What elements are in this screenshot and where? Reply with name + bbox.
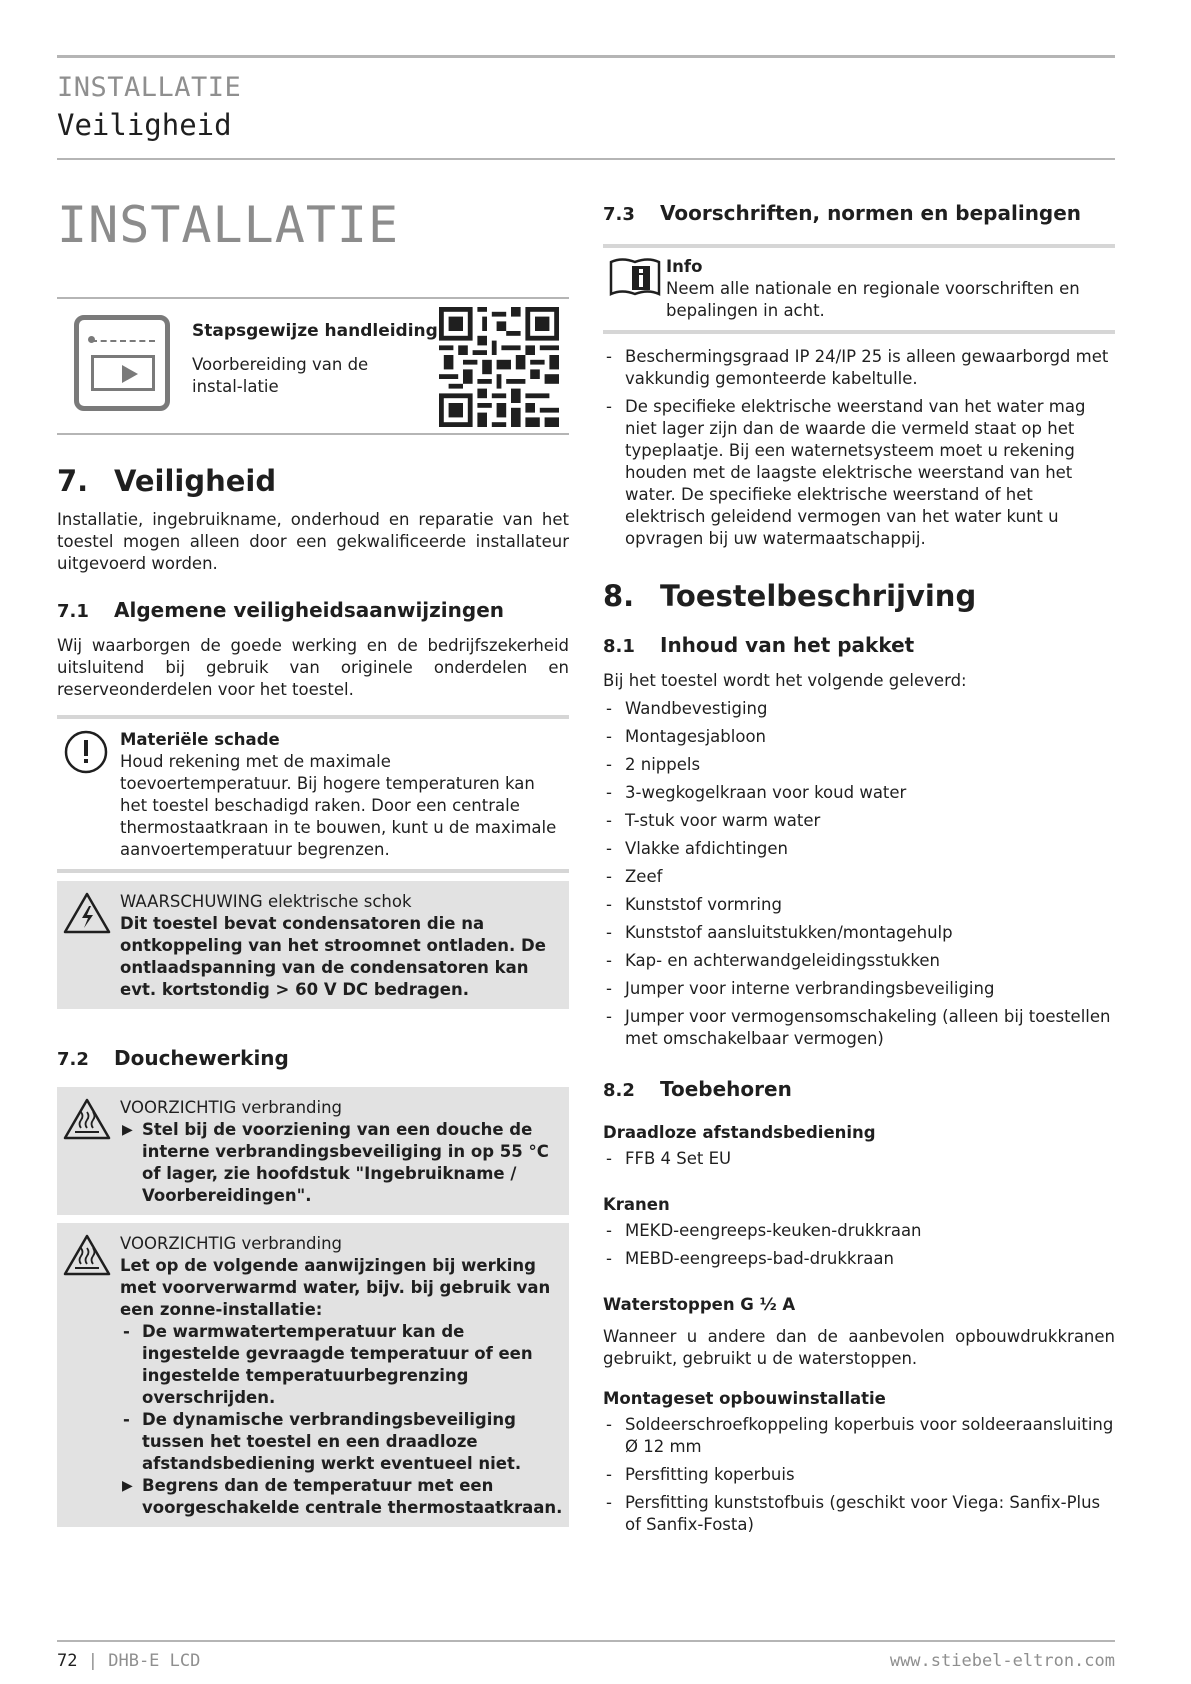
document-name: DHB-E LCD: [108, 1651, 201, 1671]
taps-heading: Kranen: [603, 1195, 670, 1214]
info-title: Info: [666, 257, 703, 276]
list-item: - De specifieke elektrische weerstand van het water mag niet lager zijn dan de waarde die vermeld staat op het typeplaatje. Bij een waternetsysteem moet u rekening houden met de laagste elektrische weerstand van het water. De specifieke elektrische weerstand of het elektrisch geleidend vermogen van het water kunt u opvragen bij uw watermaatschappij.: [603, 396, 1115, 550]
list-item: - 2 nippels: [603, 754, 1115, 776]
list-item: - Montagesjabloon: [603, 726, 1115, 748]
caution-1-instruction: ▶ Stel bij de voorziening van een douche de interne verbrandingsbeveiliging in op 55 °C of lager, zie hoofdstuk "Ingebruikname / Voorbereidingen".: [120, 1119, 563, 1207]
warning-title: WAARSCHUWING elektrische schok: [120, 892, 412, 911]
header-rule: [57, 55, 1115, 58]
list-item: - Kap- en achterwandgeleidingsstukken: [603, 950, 1115, 972]
footer-rule: [57, 1640, 1115, 1642]
electric-hazard-icon: [62, 891, 112, 935]
chapter-title: INSTALLATIE: [57, 196, 400, 254]
electric-shock-warning: [57, 881, 569, 1009]
section-8-heading: 8. Toestelbeschrijving: [603, 579, 977, 613]
notice-text: Houd rekening met de maximale toevoertemperatuur. Bij hogere temperaturen kan het toestel beschadigd raken. Door een centrale thermostaatkraan in te bouwen, kunt u de maximale aanvoertemperatuur begrenzen.: [120, 752, 557, 859]
hot-surface-icon: [62, 1097, 112, 1141]
list-item: - Soldeerschroefkoppeling koperbuis voor soldeeraansluiting Ø 12 mm: [603, 1414, 1115, 1458]
list-item: - Vlakke afdichtingen: [603, 838, 1115, 860]
hot-surface-icon: [62, 1233, 112, 1277]
video-guide-icon: [74, 315, 170, 411]
step-guide-box: [57, 297, 569, 435]
list-item: - 3-wegkogelkraan voor koud water: [603, 782, 1115, 804]
qr-code[interactable]: [439, 307, 559, 427]
list-item: - MEKD-eengreeps-keuken-drukkraan: [603, 1220, 1115, 1242]
caution-2-title: VOORZICHTIG verbranding: [120, 1234, 343, 1253]
section-8-1-heading: 8.1 Inhoud van het pakket: [603, 633, 915, 657]
right-column: [603, 200, 1115, 1542]
notice-title: Materiële schade: [120, 730, 280, 749]
header-divider: [57, 158, 1115, 160]
caution-2-instruction: ▶ Begrens dan de temperatuur met een voorgeschakelde centrale thermostaatkraan.: [120, 1475, 563, 1519]
left-column: [57, 195, 569, 1527]
section-8-2-heading: 8.2 Toebehoren: [603, 1077, 792, 1101]
water-stops-heading: Waterstoppen G ½ A: [603, 1295, 796, 1314]
list-item: - T-stuk voor warm water: [603, 810, 1115, 832]
page-number: 72: [57, 1651, 78, 1671]
section-7-2-heading: 7.2 Douchewerking: [57, 1046, 289, 1070]
regulations-list: [603, 346, 1115, 550]
guide-text: Voorbereiding van de instal-latie: [192, 355, 369, 396]
water-stops-text: Wanneer u andere dan de aanbevolen opbouwdrukkranen gebruikt, gebruikt u de waterstoppen.: [603, 1327, 1115, 1368]
mounting-set-list: [603, 1414, 1115, 1536]
section-8-1-intro: Bij het toestel wordt het volgende geleverd:: [603, 671, 967, 690]
package-contents-list: [603, 698, 1115, 1050]
caution-2-list: [120, 1321, 563, 1475]
footer-url[interactable]: www.stiebel-eltron.com: [889, 1651, 1115, 1671]
list-item: - Persfitting koperbuis: [603, 1464, 1115, 1486]
list-item: - Wandbevestiging: [603, 698, 1115, 720]
list-item: - Jumper voor vermogensomschakeling (alleen bij toestellen met omschakelbaar vermogen): [603, 1006, 1115, 1050]
header-section-title: INSTALLATIE: [57, 72, 242, 103]
warning-text: Dit toestel bevat condensatoren die na ontkoppeling van het stroomnet ontladen. De ontlaadspanning van de condensatoren kan evt. kortstondig > 60 V DC bedragen.: [120, 914, 546, 999]
burn-caution-1: [57, 1087, 569, 1215]
burn-caution-2: [57, 1223, 569, 1527]
exclamation-circle-icon: [63, 729, 109, 775]
footer-page-info: [57, 1651, 200, 1671]
info-book-icon: [608, 256, 662, 298]
list-item: - Jumper voor interne verbrandingsbeveiliging: [603, 978, 1115, 1000]
list-item: - Kunststof vormring: [603, 894, 1115, 916]
list-item: - Zeef: [603, 866, 1115, 888]
section-7-3-heading: 7.3 Voorschriften, normen en bepalingen: [603, 201, 1082, 225]
remote-control-list: [603, 1148, 1115, 1170]
section-7-1-heading: 7.1 Algemene veiligheidsaanwijzingen: [57, 598, 505, 622]
caution-2-text: Let op de volgende aanwijzingen bij werking met voorverwarmd water, bijv. bij gebruik van een zonne-installatie:: [120, 1256, 551, 1319]
guide-title: Stapsgewijze handleiding: [192, 321, 438, 341]
material-damage-notice: [57, 715, 569, 873]
header-subsection-title: Veiligheid: [57, 108, 232, 142]
list-item: - Kunststof aansluitstukken/montagehulp: [603, 922, 1115, 944]
list-item: - FFB 4 Set EU: [603, 1148, 1115, 1170]
taps-list: [603, 1220, 1115, 1270]
remote-control-heading: Draadloze afstandsbediening: [603, 1123, 876, 1142]
section-7-heading: 7. Veiligheid: [57, 464, 277, 498]
list-item: - De warmwatertemperatuur kan de ingestelde gevraagde temperatuur of een ingestelde temperatuurbegrenzing overschrijden.: [120, 1321, 563, 1409]
list-item: - MEBD-eengreeps-bad-drukkraan: [603, 1248, 1115, 1270]
caution-1-title: VOORZICHTIG verbranding: [120, 1098, 343, 1117]
info-box: [603, 244, 1115, 334]
section-7-1-text: Wij waarborgen de goede werking en de bedrijfszekerheid uitsluitend bij gebruik van originele onderdelen en reserveonderdelen voor het toestel.: [57, 636, 569, 699]
info-text: Neem alle nationale en regionale voorschriften en bepalingen in acht.: [666, 279, 1080, 320]
footer-separator: |: [87, 1651, 98, 1671]
list-item: - Persfitting kunststofbuis (geschikt voor Viega: Sanfix-Plus of Sanfix-Fosta): [603, 1492, 1115, 1536]
mounting-set-heading: Montageset opbouwinstallatie: [603, 1389, 886, 1408]
list-item: - Beschermingsgraad IP 24/IP 25 is alleen gewaarborgd met vakkundig gemonteerde kabeltulle.: [603, 346, 1115, 390]
list-item: - De dynamische verbrandingsbeveiliging tussen het toestel en een draadloze afstandsbediening werkt eventueel niet.: [120, 1409, 563, 1475]
section-7-text: Installatie, ingebruikname, onderhoud en reparatie van het toestel mogen alleen door een gekwalificeerde installateur uitgevoerd worden.: [57, 510, 569, 573]
